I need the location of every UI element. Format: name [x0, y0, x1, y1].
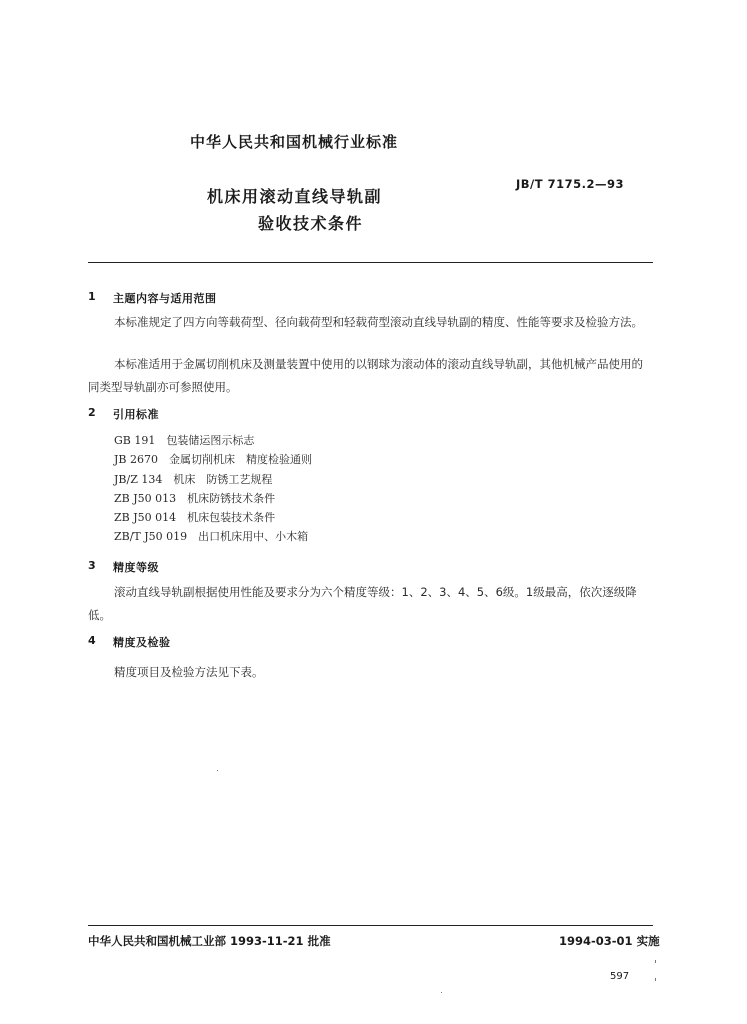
section-3-title: 精度等级	[113, 561, 159, 574]
section-4-paragraph: 精度项目及检验方法见下表。	[114, 665, 264, 679]
reference-item: JB 2670 金属切削机床 精度检验通则	[114, 453, 312, 466]
section-4-title: 精度及检验	[113, 636, 171, 649]
reference-item: JB/Z 134 机床 防锈工艺规程	[114, 473, 273, 486]
scan-speck	[655, 960, 656, 963]
section-1-paragraph-2: 本标准适用于金属切削机床及测量装置中使用的以钢球为滚动体的滚动直线导轨副，其他机械产品使用的同类型导轨副亦可参照使用。	[88, 357, 643, 394]
document-title-line-1: 机床用滚动直线导轨副	[207, 187, 383, 206]
reference-item: ZB J50 014 机床包装技术条件	[114, 511, 276, 524]
standard-category-title: 中华人民共和国机械行业标准	[190, 133, 399, 151]
reference-item: GB 191 包装储运图示标志	[114, 434, 255, 447]
scan-speck	[217, 770, 218, 771]
document-title-line-2: 验收技术条件	[258, 214, 364, 233]
section-1-paragraph-1: 本标准规定了四方向等载荷型、径向载荷型和轻载荷型滚动直线导轨副的精度、性能等要求及检验方法。	[114, 315, 643, 329]
section-3-number: 3	[88, 559, 96, 572]
section-1-title: 主题内容与适用范围	[113, 292, 217, 305]
footer-divider	[88, 925, 653, 926]
reference-item: ZB/T J50 019 出口机床用中、小木箱	[114, 530, 309, 543]
reference-item: ZB J50 013 机床防锈技术条件	[114, 492, 276, 505]
section-2-title: 引用标准	[113, 408, 159, 421]
standard-number: JB/T 7175.2—93	[516, 177, 624, 191]
scan-speck	[441, 992, 442, 993]
approval-line: 中华人民共和国机械工业部 1993-11-21 批准	[88, 934, 331, 948]
implementation-date: 1994-03-01 实施	[559, 934, 660, 948]
section-4-number: 4	[88, 634, 96, 647]
section-2-number: 2	[88, 406, 96, 419]
scan-speck	[655, 978, 656, 981]
section-1-number: 1	[88, 290, 96, 303]
section-3-paragraph: 滚动直线导轨副根据使用性能及要求分为六个精度等级：1、2、3、4、5、6级。1级最高，依次逐级降低。	[88, 585, 637, 622]
header-divider	[88, 262, 653, 263]
page-number: 597	[610, 971, 630, 982]
